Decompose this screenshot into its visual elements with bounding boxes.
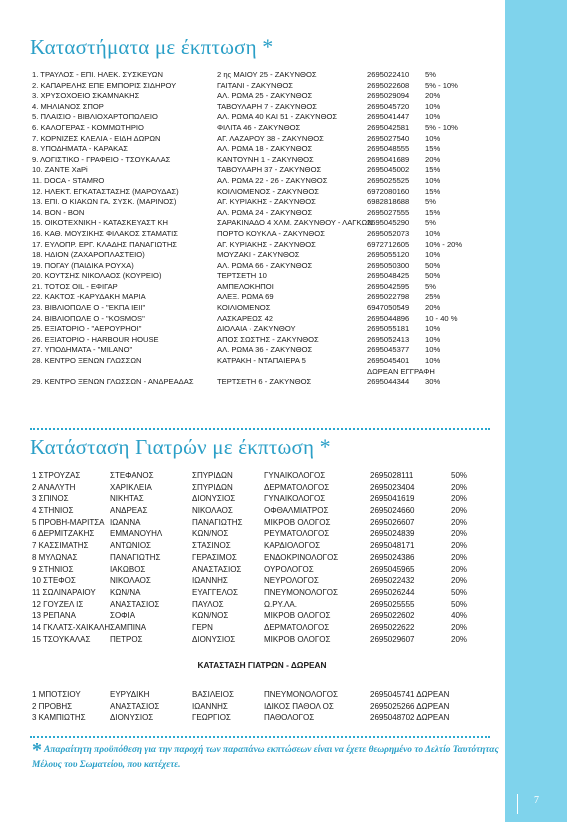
- doctor-surname: 7 ΚΑΣΣΙΜΑΤΗΣ: [32, 541, 89, 551]
- store-name: 19. ΠΟΓΑΥ (ΠΑΙΔΙΚΑ ΡΟΥΧΑ): [32, 260, 134, 270]
- store-name: 3. ΧΡΥΣΟΧΟΕΙΟ ΣΚΑΜΝΑΚΗΣ: [32, 91, 140, 101]
- store-phone: 2695048425: [367, 271, 410, 281]
- doctor-row: [32, 505, 492, 517]
- store-row: [32, 155, 492, 166]
- doctor-father-name: ΚΩΝ/ΝΟΣ: [192, 611, 229, 621]
- store-row: [32, 208, 492, 219]
- doctor-surname: 6 ΔΕΡΜΙΤΖΑΚΗΣ: [32, 529, 95, 539]
- footnote-star: *: [32, 739, 42, 761]
- doctor-first-name: ΑΝΤΩΝΙΟΣ: [110, 541, 152, 551]
- store-phone: 2695045002: [367, 165, 410, 175]
- store-discount: 20%: [425, 303, 441, 313]
- doctors-table: [32, 470, 492, 645]
- doctor-first-name: ΣΤΕΦΑΝΟΣ: [110, 471, 154, 480]
- store-discount: 10% - 20%: [425, 239, 463, 249]
- doctor-father-name: ΔΙΟΝΥΣΙΟΣ: [192, 494, 236, 504]
- store-row: [32, 303, 492, 314]
- store-discount: 10%: [425, 133, 441, 143]
- store-address: ΑΛ. ΡΩΜΑ 18 - ΖΑΚΥΝΘΟΣ: [217, 144, 313, 154]
- store-phone: 2695044896: [367, 313, 410, 323]
- doctor-father-name: ΓΕΩΡΓΙΟΣ: [192, 713, 231, 723]
- doctor-phone-free: 2695025266 ΔΩΡΕΑΝ: [370, 701, 450, 711]
- doctor-surname: 4 ΣΤΗΝΙΟΣ: [32, 506, 74, 516]
- doctor-surname: 8 ΜΥΛΩΝΑΣ: [32, 552, 78, 562]
- store-phone: 6972080160: [367, 186, 410, 196]
- doctor-surname: 15 ΤΣΟΥΚΑΛΑΣ: [32, 634, 91, 644]
- doctor-first-name: ΙΑΚΩΒΟΣ: [110, 564, 146, 574]
- store-phone: 2695022798: [367, 292, 410, 302]
- doctor-specialty: ΟΦΘΑΛΜΙΑΤΡΟΣ: [264, 506, 329, 516]
- store-name: 16. ΚΑΘ. ΜΟΥΣΙΚΗΣ ΦΙΛΑΚΟΣ ΣΤΑΜΑΤΙΣ: [32, 228, 178, 238]
- doctor-first-name: ΧΑΡΙΚΛΕΙΑ: [110, 482, 152, 492]
- store-discount: 20%: [425, 91, 441, 101]
- doctor-specialty: ΓΥΝΑΙΚΟΛΟΓΟΣ: [264, 471, 326, 480]
- store-address: ΑΛ. ΡΩΜΑ 36 - ΖΑΚΥΝΘΟΣ: [217, 345, 313, 355]
- doctor-specialty: ΜΙΚΡΟΒ ΟΛΟΓΟΣ: [264, 611, 331, 621]
- doctor-father-name: ΙΩΑΝΝΗΣ: [192, 576, 228, 586]
- store-row: [32, 261, 492, 272]
- store-phone: 2695044344: [367, 376, 410, 386]
- stores-title: [30, 34, 273, 60]
- store-address: ΚΑΤΡΑΚΗ - ΝΤΑΠΑΙΕΡΑ 5: [217, 356, 306, 366]
- doctor-surname: 1 ΜΠΟΤΣΙΟΥ: [32, 690, 81, 699]
- store-row: [32, 144, 492, 155]
- doctor-father-name: ΠΑΥΛΟΣ: [192, 599, 224, 609]
- store-discount: 5%: [425, 197, 436, 207]
- doctor-first-name: ΑΝΔΡΕΑΣ: [110, 506, 148, 516]
- doctor-father-name: ΒΑΣΙΛΕΙΟΣ: [192, 690, 234, 699]
- doctor-first-name: ΠΕΤΡΟΣ: [110, 634, 143, 644]
- store-address: ΦΙΛΙΤΑ 46 - ΖΑΚΥΝΘΟΣ: [217, 122, 301, 132]
- doctor-surname: 14 ΓΚΛΑΤΣ-ΧΑΙΚΑΛΗ: [32, 622, 111, 632]
- doctor-first-name: ΝΙΚΗΤΑΣ: [110, 494, 144, 504]
- store-discount: 5%: [425, 218, 436, 228]
- store-row: [32, 187, 492, 198]
- doctor-specialty: ΚΑΡΔΙΟΛΟΓΟΣ: [264, 541, 321, 551]
- doctor-first-name: ΕΥΡΥΔΙΚΗ: [110, 690, 150, 699]
- store-address: ΠΟΡΤΟ ΚΟΥΚΛΑ - ΖΑΚΥΝΘΟΣ: [217, 228, 325, 238]
- doctor-row: [32, 587, 492, 599]
- doctor-specialty: Ω.ΡΥ.ΛΑ.: [264, 599, 297, 609]
- doctor-discount: 50%: [451, 471, 468, 480]
- store-name: 28. ΚΕΝΤΡΟ ΞΕΝΩΝ ΓΛΩΣΣΩΝ: [32, 356, 142, 366]
- stores-title-star: *: [262, 34, 274, 59]
- store-address: ΑΓ. ΚΥΡΙΑΚΗΣ - ΖΑΚΥΝΘΟΣ: [217, 239, 316, 249]
- store-row: [32, 112, 492, 123]
- doctor-phone: 2695048171: [370, 541, 415, 551]
- store-discount: 10%: [425, 345, 441, 355]
- store-address: ΑΛ. ΡΩΜΑ 66 - ΖΑΚΥΝΘΟΣ: [217, 260, 313, 270]
- doctor-specialty: ΠΝΕΥΜΟΝΟΛΟΓΟΣ: [264, 587, 338, 597]
- doctor-father-name: ΣΠΥΡΙΔΩΝ: [192, 471, 233, 480]
- store-address: ΑΛ. ΡΩΜΑ 25 - ΖΑΚΥΝΘΟΣ: [217, 91, 313, 101]
- doctor-specialty: ΝΕΥΡΟΛΟΓΟΣ: [264, 576, 319, 586]
- doctor-first-name: ΣΟΦΙΑ: [110, 611, 136, 621]
- doctors-title-text: Κατάσταση Γιατρών με έκπτωση: [30, 435, 315, 459]
- doctor-discount: 20%: [451, 622, 468, 632]
- doctor-discount: 40%: [451, 611, 468, 621]
- store-name: 5. ΠΛΑΙΣΙΟ - ΒΙΒΛΙΟΧΑΡΤΟΠΩΛΕΙΟ: [32, 112, 158, 122]
- store-discount: 10%: [425, 324, 441, 334]
- doctor-specialty: ΔΕΡΜΑΤΟΛΟΓΟΣ: [264, 622, 330, 632]
- store-row: [32, 240, 492, 251]
- doctor-surname: 3 ΣΠΙΝΟΣ: [32, 494, 69, 504]
- store-name: 8. ΥΠΟΔΗΜΑΤΑ - ΚΑΡΑΚΑΣ: [32, 144, 128, 154]
- doctor-discount: 20%: [451, 541, 468, 551]
- doctor-first-name: ΠΑΝΑΓΙΩΤΗΣ: [110, 552, 161, 562]
- store-phone: 2695045290: [367, 218, 410, 228]
- doctor-father-name: ΚΩΝ/ΝΟΣ: [192, 529, 229, 539]
- doctor-phone: 2695024660: [370, 506, 415, 516]
- store-row: [32, 197, 492, 208]
- store-discount: 10%: [425, 112, 441, 122]
- store-row: [32, 229, 492, 240]
- store-row: [32, 176, 492, 187]
- store-row: [32, 123, 492, 134]
- doctor-father-name: ΣΤΑΣΙΝΟΣ: [192, 541, 231, 551]
- store-discount: 10%: [425, 334, 441, 344]
- doctor-surname: 2 ΑΝΑΛΥΤΗ: [32, 482, 76, 492]
- store-name: 11. DOCA - STAMRO: [32, 175, 105, 185]
- store-discount: 5%: [425, 70, 436, 79]
- doctor-row: [32, 470, 492, 482]
- store-free-registration-note: ΔΩΡΕΑΝ ΕΓΓΡΑΦΗ: [367, 366, 435, 376]
- doctor-row: [32, 552, 492, 564]
- page-number: 7: [534, 795, 539, 806]
- doctor-row: [32, 634, 492, 646]
- footnote-divider: [30, 736, 490, 738]
- doctor-surname: 5 ΠΡΟΒΗ-ΜΑΡΙΤΣΑ: [32, 517, 105, 527]
- store-name: 18. ΗΔΙΟΝ (ΖΑΧΑΡΟΠΛΑΣΤΕΙΟ): [32, 250, 145, 260]
- side-bar: [505, 0, 567, 822]
- store-name: 23. ΒΙΒΛΙΟΠΩΛΕ Ο - "ΕΚΠΑ ΙΕΙΙ": [32, 303, 146, 313]
- store-phone: 2695045377: [367, 345, 410, 355]
- store-discount: 15%: [425, 144, 441, 154]
- store-discount: 15%: [425, 207, 441, 217]
- doctor-row: [32, 482, 492, 494]
- store-row: [32, 271, 492, 282]
- doctor-surname: 9 ΣΤΗΝΙΟΣ: [32, 564, 74, 574]
- store-row: [32, 218, 492, 229]
- doctor-first-name: ΙΩΑΝΝΑ: [110, 517, 141, 527]
- store-phone: 6972712605: [367, 239, 410, 249]
- doctor-row: [32, 610, 492, 622]
- doctor-surname: 12 ΓΟΥΖΕΛ ΙΣ: [32, 599, 84, 609]
- doctor-phone: 2695045965: [370, 564, 415, 574]
- store-discount: 10%: [425, 356, 441, 366]
- doctor-specialty: ΓΥΝΑΙΚΟΛΟΓΟΣ: [264, 494, 326, 504]
- store-row: [32, 324, 492, 335]
- free-doctors-table: [32, 689, 492, 724]
- store-name: 25. ΕΞΙΑΤΟΡΙΟ - "ΑΕΡΟΥΡΗΟΙ": [32, 324, 142, 334]
- store-name: 1. ΤΡΑΥΛΟΣ - ΕΠΙ. ΗΛΕΚ. ΣΥΣΚΕΥΩΝ: [32, 70, 163, 79]
- stores-title-text: Καταστήματα με έκπτωση: [30, 35, 257, 59]
- free-doctors-title: ΚΑΤΑΣΤΑΣΗ ΓΙΑΤΡΩΝ - ΔΩΡΕΑΝ: [197, 660, 327, 670]
- doctor-specialty: ΜΙΚΡΟΒ ΟΛΟΓΟΣ: [264, 517, 331, 527]
- free-doctor-row: [32, 689, 492, 701]
- store-discount: 10 - 40 %: [425, 313, 458, 323]
- store-discount: 25%: [425, 292, 441, 302]
- doctor-discount: 20%: [451, 552, 468, 562]
- doctor-specialty: ΔΕΡΜΑΤΟΛΟΓΟΣ: [264, 482, 330, 492]
- store-name: 26. ΕΞΙΑΤΟΡΙΟ - HARBOUR HOUSE: [32, 334, 159, 344]
- store-address: ΤΑΒΟΥΛΑΡΗ 37 - ΖΑΚΥΝΘΟΣ: [217, 165, 322, 175]
- store-name: 27. ΥΠΟΔΗΜΑΤΑ - "MILANO": [32, 345, 133, 355]
- doctor-phone: 2695025555: [370, 599, 415, 609]
- store-address: ΓΑΙΤΑΝΙ - ΖΑΚΥΝΘΟΣ: [217, 80, 293, 90]
- doctor-father-name: ΓΕΡΑΣΙΜΟΣ: [192, 552, 237, 562]
- doctor-discount: 20%: [451, 576, 468, 586]
- store-discount: 10%: [425, 228, 441, 238]
- doctor-phone: 2695024839: [370, 529, 415, 539]
- store-row: [32, 134, 492, 145]
- doctor-father-name: ΙΩΑΝΝΗΣ: [192, 701, 228, 711]
- store-address: ΤΑΒΟΥΛΑΡΗ 7 - ΖΑΚΥΝΘΟΣ: [217, 101, 317, 111]
- store-name: 4. ΜΗΛΙΑΝΟΣ ΣΠΟΡ: [32, 101, 104, 111]
- store-discount: 15%: [425, 165, 441, 175]
- doctor-father-name: ΔΙΟΝΥΣΙΟΣ: [192, 634, 236, 644]
- store-discount: 10%: [425, 101, 441, 111]
- doctor-surname: 13 ΡΕΠΑΝΑ: [32, 611, 77, 621]
- store-row: [32, 70, 492, 81]
- doctor-discount: 20%: [451, 517, 468, 527]
- doctor-row: [32, 564, 492, 576]
- free-doctor-row: [32, 701, 492, 713]
- store-phone: 2695045401: [367, 356, 410, 366]
- doctor-father-name: ΑΝΑΣΤΑΣΙΟΣ: [192, 564, 242, 574]
- store-phone: 2695042581: [367, 122, 410, 132]
- doctor-father-name: ΝΙΚΟΛΑΟΣ: [192, 506, 233, 516]
- store-address: ΑΛ. ΡΩΜΑ 22 - 26 - ΖΑΚΥΝΘΟΣ: [217, 175, 328, 185]
- store-address: ΚΑΝΤΟΥΝΗ 1 - ΖΑΚΥΝΘΟΣ: [217, 154, 314, 164]
- store-discount: 10%: [425, 250, 441, 260]
- doctor-discount: 20%: [451, 506, 468, 516]
- footnote-text: Απαραίτητη προϋπόθεση για την παροχή των παραπάνω εκπτώσεων είναι να έχετε θεωρημένο το Δελτίο Ταυτότητας Μέλους του Σωματείου, που κατέχετε.: [32, 745, 499, 770]
- store-row: [32, 81, 492, 92]
- store-phone: 2695055181: [367, 324, 410, 334]
- store-name: 15. ΟΙΚΟΤΕΧΝΙΚΗ - ΚΑΤΑΣΚΕΥΑΣΤ ΚΗ: [32, 218, 169, 228]
- doctor-phone-free: 2695045741 ΔΩΡΕΑΝ: [370, 690, 450, 699]
- stores-table: [32, 70, 492, 387]
- doctor-first-name: ΑΝΑΣΤΑΣΙΟΣ: [110, 701, 160, 711]
- doctor-surname: 1 ΣΤΡΟΥΖΑΣ: [32, 471, 81, 480]
- doctor-phone: 2695022622: [370, 622, 415, 632]
- store-phone: 2695050300: [367, 260, 410, 270]
- section-divider: [30, 428, 490, 430]
- store-name: 20. ΚΟΥΤΣΗΣ ΝΙΚΟΛΑΟΣ (ΚΟΥΡΕΙΟ): [32, 271, 162, 281]
- store-phone: 2695055120: [367, 250, 410, 260]
- store-phone: 2695025525: [367, 175, 410, 185]
- store-phone: 2695052413: [367, 334, 410, 344]
- doctor-row: [32, 599, 492, 611]
- store-row: [32, 91, 492, 102]
- store-address: ΔΙΟΛΑΙΑ · ΖΑΚΥΝΘΟΥ: [217, 324, 296, 334]
- page-number-divider: [517, 794, 518, 814]
- store-phone: 2695045720: [367, 101, 410, 111]
- store-address: ΜΟΥΖΑΚΙ - ΖΑΚΥΝΘΟΣ: [217, 250, 300, 260]
- store-phone: 2695027555: [367, 207, 410, 217]
- doctor-row: [32, 575, 492, 587]
- doctor-row: [32, 540, 492, 552]
- doctor-phone: 2695022432: [370, 576, 415, 586]
- store-phone: 2695041447: [367, 112, 410, 122]
- store-discount: 5% - 10%: [425, 80, 458, 90]
- doctor-discount: 50%: [451, 587, 468, 597]
- doctor-specialty: ΠΑΘΟΛΟΓΟΣ: [264, 713, 315, 723]
- store-address: ΑΠΟΣ ΣΩΣΤΗΣ - ΖΑΚΥΝΘΟΣ: [217, 334, 319, 344]
- doctor-specialty: ΠΝΕΥΜΟΝΟΛΟΓΟΣ: [264, 690, 338, 699]
- doctor-surname: 10 ΣΤΕΦΟΣ: [32, 576, 76, 586]
- doctor-phone: 2695024386: [370, 552, 415, 562]
- doctor-row: [32, 622, 492, 634]
- store-phone: 2695029094: [367, 91, 410, 101]
- store-discount: 30%: [425, 376, 441, 386]
- store-address: 2 ης ΜΑΙΟΥ 25 - ΖΑΚΥΝΘΟΣ: [217, 70, 317, 79]
- store-row: [32, 250, 492, 261]
- doctor-row: [32, 493, 492, 505]
- doctor-father-name: ΕΥΑΓΓΕΛΟΣ: [192, 587, 238, 597]
- footnote: [32, 739, 502, 772]
- store-phone: 6982818688: [367, 197, 410, 207]
- doctor-phone: 2695029607: [370, 634, 415, 644]
- doctor-specialty: ΜΙΚΡΟΒ ΟΛΟΓΟΣ: [264, 634, 331, 644]
- doctor-phone: 2695028111: [370, 471, 414, 480]
- store-discount: 15%: [425, 186, 441, 196]
- store-row: [32, 335, 492, 346]
- store-phone: 2695041689: [367, 154, 410, 164]
- store-name: 17. ΕΥΛΟΠΡ. ΕΡΓ. ΚΛΑΔΗΣ ΠΑΝΑΓΙΩΤΗΣ: [32, 239, 177, 249]
- store-address: ΚΟΙΛΙΟΜΕΝΟΣ: [217, 303, 271, 313]
- store-address: ΚΟΙΛΙΟΜΕΝΟΣ - ΖΑΚΥΝΘΟΣ: [217, 186, 319, 196]
- store-note: [32, 367, 492, 377]
- free-doctor-row: [32, 712, 492, 724]
- store-row: [32, 345, 492, 356]
- store-name: 24. ΒΙΒΛΙΟΠΩΛΕ Ο - "KOSMOS": [32, 313, 145, 323]
- store-address: ΤΕΡΤΣΕΤΗ 6 - ΖΑΚΥΝΘΟΣ: [217, 376, 312, 386]
- store-phone: 2695052073: [367, 228, 410, 238]
- doctor-row: [32, 517, 492, 529]
- store-name: 9. ΛΟΓΙΣΤΙΚΟ - ΓΡΑΦΕΙΟ - ΤΣΟΥΚΑΛΑΣ: [32, 154, 171, 164]
- doctor-father-name: ΠΑΝΑΓΙΩΤΗΣ: [192, 517, 243, 527]
- doctor-first-name: ΔΙΟΝΥΣΙΟΣ: [110, 713, 154, 723]
- doctors-title: [30, 434, 331, 460]
- store-address: ΣΑΡΑΚΙΝΑΔΟ 4 ΧΛΜ. ΖΑΚΥΝΘΟΥ - ΛΑΓΚΩΝ: [217, 218, 373, 228]
- doctor-phone: 2695023404: [370, 482, 415, 492]
- store-address: ΑΓ. ΚΥΡΙΑΚΗΣ - ΖΑΚΥΝΘΟΣ: [217, 197, 316, 207]
- store-discount: 20%: [425, 154, 441, 164]
- store-phone: 2695022410: [367, 70, 410, 79]
- doctor-first-name: ΑΝΑΣΤΑΣΙΟΣ: [110, 599, 160, 609]
- doctor-specialty: ΟΥΡΟΛΟΓΟΣ: [264, 564, 314, 574]
- store-address: ΑΛ. ΡΩΜΑ 40 ΚΑΙ 51 - ΖΑΚΥΝΘΟΣ: [217, 112, 338, 122]
- store-row: [32, 377, 492, 388]
- store-row: [32, 282, 492, 293]
- store-discount: 10%: [425, 175, 441, 185]
- store-name: 13. ΕΠΙ. Ο ΚΙΑΚΩΝ ΓΑ. ΣΥΣΚ. (ΜΑΡΙΝΟΣ): [32, 197, 177, 207]
- doctor-phone: 2695041619: [370, 494, 415, 504]
- store-phone: 6947050549: [367, 303, 410, 313]
- doctor-father-name: ΣΠΥΡΙΔΩΝ: [192, 482, 233, 492]
- doctor-specialty: ΙΔΙΚΟΣ ΠΑΘΟΛ ΟΣ: [264, 701, 334, 711]
- store-address: ΛΑΣΚΑΡΕΩΣ 42: [217, 313, 274, 323]
- doctors-title-star: *: [319, 434, 331, 459]
- doctor-first-name: ΕΜΜΑΝΟΥΗΛ: [110, 529, 163, 539]
- store-row: [32, 314, 492, 325]
- store-phone: 2695022608: [367, 80, 410, 90]
- store-phone: 2695048555: [367, 144, 410, 154]
- store-phone: 2695027540: [367, 133, 410, 143]
- store-address: ΑΓ. ΛΑΖΑΡΟΥ 38 - ΖΑΚΥΝΘΟΣ: [217, 133, 324, 143]
- store-name: 2. ΚΑΠΑΡΕΛΗΣ ΕΠΕ ΕΜΠΟΡΙΣ ΣΙΔΗΡΟΥ: [32, 80, 177, 90]
- store-row: [32, 102, 492, 113]
- store-name: 14. BON - BON: [32, 207, 85, 217]
- store-phone: 2695042595: [367, 281, 410, 291]
- store-name: 7. ΚΟΡΝΙΖΕΣ ΚΛΕΛΙΑ - ΕΙΔΗ ΔΩΡΩΝ: [32, 133, 161, 143]
- store-address: ΤΕΡΤΣΕΤΗ 10: [217, 271, 267, 281]
- doctor-specialty: ΕΝΔΟΚΡΙΝΟΛΟΓΟΣ: [264, 552, 339, 562]
- doctor-surname: 3 ΚΑΜΠΙΩΤΗΣ: [32, 713, 86, 723]
- doctor-row: [32, 528, 492, 540]
- store-discount: 50%: [425, 260, 441, 270]
- store-row: [32, 165, 492, 176]
- doctor-discount: 20%: [451, 482, 468, 492]
- store-name: 29. ΚΕΝΤΡΟ ΞΕΝΩΝ ΓΛΩΣΣΩΝ - ΑΝΔΡΕΑΔΑΣ: [32, 376, 194, 386]
- store-name: 12. ΗΛΕΚΤ. ΕΓΚΑΤΑΣΤΑΣΗΣ (ΜΑΡΟΥΔΑΣ): [32, 186, 179, 196]
- store-discount: 5% - 10%: [425, 122, 458, 132]
- store-address: ΑΜΠΕΛΟΚΗΠΟΙ: [217, 281, 274, 291]
- store-name: 6. ΚΑΛΟΓΕΡΑΣ - ΚΟΜΜΩΤΗΡΙΟ: [32, 122, 144, 132]
- doctor-first-name: ΣΑΜΠΙΝΑ: [110, 622, 147, 632]
- doctor-discount: 50%: [451, 599, 468, 609]
- doctor-phone: 2695022602: [370, 611, 415, 621]
- doctor-surname: 11 ΣΩΛΙΝΑΡΑΙΟΥ: [32, 587, 96, 597]
- doctor-specialty: ΡΕΥΜΑΤΟΛΟΓΟΣ: [264, 529, 330, 539]
- doctor-discount: 20%: [451, 494, 468, 504]
- store-address: ΑΛΕΞ. ΡΩΜΑ 69: [217, 292, 274, 302]
- store-address: ΑΛ. ΡΩΜΑ 24 - ΖΑΚΥΝΘΟΣ: [217, 207, 313, 217]
- doctor-phone: 2695026607: [370, 517, 415, 527]
- doctor-discount: 20%: [451, 529, 468, 539]
- doctor-phone: 2695026244: [370, 587, 415, 597]
- store-discount: 5%: [425, 281, 436, 291]
- doctor-discount: 20%: [451, 634, 468, 644]
- doctor-father-name: ΓΕΡΝ: [192, 622, 213, 632]
- store-name: 21. ΤΟΤΟΣ ΟΙL - ΕΦΙΓΑΡ: [32, 281, 118, 291]
- store-name: 22. ΚΑΚΤΟΣ -ΚΑΡΥΔΑΚΗ ΜΑΡΙΑ: [32, 292, 146, 302]
- store-row: [32, 292, 492, 303]
- store-discount: 50%: [425, 271, 441, 281]
- store-row: [32, 356, 492, 367]
- doctor-first-name: ΚΩΝ/ΝΑ: [110, 587, 141, 597]
- doctor-phone-free: 2695048702 ΔΩΡΕΑΝ: [370, 713, 450, 723]
- doctor-surname: 2 ΠΡΟΒΗΣ: [32, 701, 73, 711]
- doctor-discount: 20%: [451, 564, 468, 574]
- store-name: 10. ZANTE XaPi: [32, 165, 88, 175]
- doctor-first-name: ΝΙΚΟΛΑΟΣ: [110, 576, 151, 586]
